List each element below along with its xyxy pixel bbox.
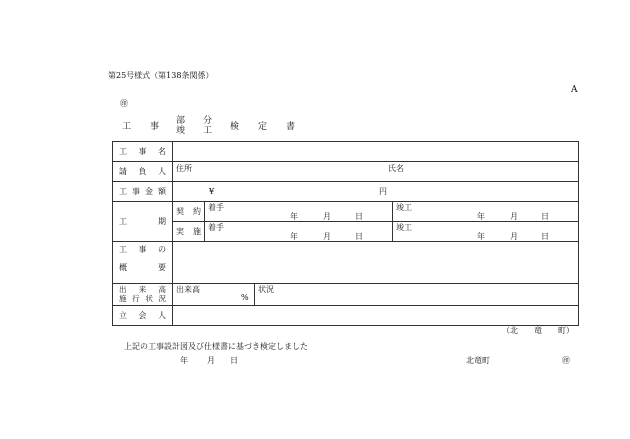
amount-label: 工事金額	[113, 182, 173, 202]
month-unit: 月	[323, 232, 331, 241]
yen-unit: 円	[379, 187, 387, 196]
progress-field-label: 出来高	[176, 285, 200, 294]
corner-mark: A	[571, 85, 578, 95]
address-label: 住所	[176, 164, 192, 173]
title-char: 部	[176, 116, 186, 126]
contractor-field[interactable]	[173, 162, 579, 182]
footer-day: 日	[230, 356, 238, 365]
amount-field[interactable]	[173, 182, 579, 202]
title-char: 定	[258, 122, 268, 132]
project-name-field[interactable]	[173, 142, 579, 162]
project-name-label: 工事名	[113, 142, 173, 162]
percent-unit: %	[241, 293, 249, 302]
town-reference: （北 竜 町）	[502, 326, 574, 335]
contract-label: 契約	[173, 202, 205, 222]
year-unit: 年	[290, 212, 298, 221]
town-name: 北竜町	[466, 356, 490, 365]
contractor-label: 請負人	[113, 162, 173, 182]
start-label: 着手	[208, 223, 224, 232]
title-char: 検	[230, 122, 240, 132]
actual-completion-field[interactable]	[393, 222, 579, 242]
title-char: 竣	[176, 126, 186, 136]
month-unit: 月	[510, 232, 518, 241]
name-label: 氏名	[388, 164, 404, 173]
completion-label: 竣工	[396, 223, 412, 232]
completion-label: 竣工	[396, 203, 412, 212]
document-title	[112, 116, 312, 138]
title-char: 書	[286, 122, 296, 132]
progress-label: 出来高 施行状況	[113, 284, 173, 306]
footer-month: 月	[207, 356, 215, 365]
day-unit: 日	[541, 232, 549, 241]
day-unit: 日	[355, 212, 363, 221]
witness-field[interactable]	[173, 306, 579, 326]
month-unit: 月	[510, 212, 518, 221]
form-number: 第25号様式（第138条関係）	[108, 71, 214, 80]
period-label: 工期	[113, 202, 173, 242]
inspection-form-table	[112, 141, 579, 326]
progress-field[interactable]	[173, 284, 255, 306]
witness-label: 立会人	[113, 306, 173, 326]
actual-label: 実施	[173, 222, 205, 242]
title-char: 事	[150, 122, 160, 132]
year-unit: 年	[477, 232, 485, 241]
day-unit: 日	[541, 212, 549, 221]
title-char: 工	[122, 122, 132, 132]
contract-completion-field[interactable]	[393, 202, 579, 222]
status-field[interactable]	[255, 284, 579, 306]
yen-symbol: ¥	[209, 187, 215, 196]
contract-start-field[interactable]	[205, 202, 393, 222]
footer-year: 年	[180, 356, 188, 365]
day-unit: 日	[355, 232, 363, 241]
certification-text: 上記の工事設計図及び仕様書に基づき検定しました	[124, 342, 308, 351]
summary-field[interactable]	[173, 242, 579, 284]
seal-mark-icon: ㊞	[120, 99, 128, 108]
start-label: 着手	[208, 203, 224, 212]
title-char: 工	[203, 126, 213, 136]
seal-icon: ㊞	[562, 356, 570, 365]
summary-label: 工事の 概要	[113, 242, 173, 284]
status-field-label: 状況	[258, 285, 274, 294]
title-char: 分	[203, 116, 213, 126]
month-unit: 月	[323, 212, 331, 221]
year-unit: 年	[290, 232, 298, 241]
actual-start-field[interactable]	[205, 222, 393, 242]
year-unit: 年	[477, 212, 485, 221]
